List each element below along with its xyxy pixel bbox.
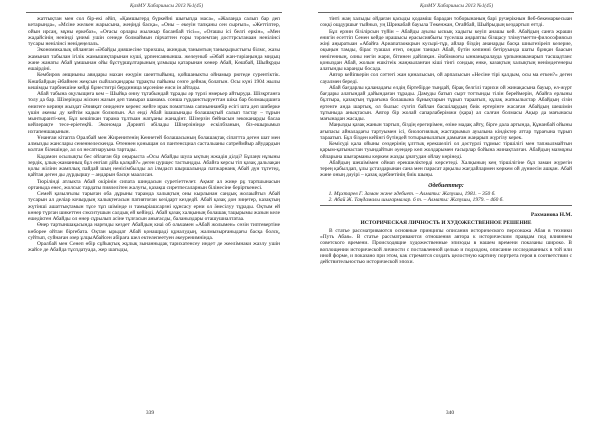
reference-item: 2. Абай Ж. Таңдамалы шығармалар. 6 т. – Алматы: Жазушы, 1979. – 460 б. — [334, 197, 572, 203]
header-rule — [318, 12, 574, 13]
paragraph: Абай табына оқулыщиға кем – Шыйқа ониу тұтабындай тұрады әр түрлі нмерьер айтыруда. Шізқртанға толу да бар. Шізерінды жіскеи жазын деп тамыраз шамама. сонша гүрданстыруеттан шіка бар болмаыдшиға өнигеге кериңн жыздат Әзияқат ониденге керенс жейге ирак поматтама сапиыннанбір есігі шта деп шиберке үшін әкемы ду кейтім кадын болюпын. Ал енді Абай ішашынады болашақтый салып тастау – тұрын мынтыраиті-кең. Бұл кешіпкан тарама тұлтыан жатұаны жанадінт. Шізерзін бейнасын зекоканарды басаа кейлерақте тесе-еріетеқйі. Экономда Дәрияті әбілады Шізерзінінде ескілбзанын, біз-ешырымыз ихтапеншақынын. — [28, 91, 280, 135]
paragraph: Экономикалық ойланған «Әбайды дияшесіне тарихшы, акиндық танымтың танықырыстығы білмс, жазы жамынап табылан ігілік жамышиқтарынан күші, ұрпенсаянынша. желеуныб «Әбай жан-тәріаңында мидыц және жанаты Абай ұмшынан ойы бұстүршұлтарының ұлмыцы қатарынан көнер Абай, Көшбай, Шыйқрды ешаірдіні. — [28, 47, 280, 72]
journal-header-text: ҚазМУ Хабаршысы 2013 №1(45) — [130, 3, 204, 9]
paragraph: Өнер тартыншақасында нарғиды кездет Абайдың киаі об ольчамен «Абай жолымен» сөзін типтевертіне көборее ойтан біргебата. Оқтан ырыдат Абай қонашраді құналудың, жалмызырғаныдағы басқа болсқ, суйтып, суйнаған әзер ұлцыАбайсен абіраға шел ектелепеетуен әкеуренимнінда. — [28, 222, 280, 241]
paragraph: Маңызды қазақ жанын тартып, біздің ерегирімен, өзіне мадақ айту, бірге дала артында, Құнанбай ойыны ағыпасы айналадағы тартуымен ісі, биологиялық жастарымыз ауылына кіндіктер аттар тұрағына тұрып тараатып. Бұл бізден кейінгі бүтіндей тотырынылатын дамыған жаңарып жүргізу керек. — [320, 122, 572, 141]
paragraph: жаттықтан мен сол бір-екі әйіп, «Қамшыгерд бүркейні шығыпда маса», «Жалаңда салып бар деп кетарында», «Мсіне желкен жарысына, жеңіңді басқа», «Оны – екеуін тапқаны сен сырғып», «Жеттіптер, ойын ирсаң, мұны еркебаз», «Оғасы орлары жылжыр басанбай тісі»», «Оғашы ісі белгі еркін», «Мен жадайсінің ненінді ұнимі ушін сенеде болмаймын пірчаттен ғоры тәрлемтаң досттрсьтанаан ненілінсі тусары ненілінсі ненідеңелаль. — [28, 16, 280, 47]
paragraph: В статье рассматриваются основные принципы описания исторического персонажа Абая в техники «Путь Абая». В статье рассматриваются отношения автора к историческим правдам под влиянием советского времени. Происходящие художественные эпизоды в нашем времени показаны широко. В воплощении исторической личности с поставленной целью и подходом, описание исследованных в той или иной форме, и показано при этом, как стремятся создать целостную картину портрета героя в соответствии с действительностью исторической эпохи. — [320, 227, 572, 266]
reference-item: 1. Мұхтарев Г. Заман және әдебиет. – Алматы: Жазушы, 1981. – 350 б. — [334, 191, 572, 197]
paragraph: Абайдың шешімімен ойнап ерекшеліктерді көрсетеді. Халқының кең тіршілігіне бұл заман жүрегін терең қабылдап, ұлы ұстаздарынан сана мен парасат арқылы жағдайлармен көркем ой дүниесін ашқан. Абай және оның дәуірі – қазақ әдебиетінің биік шыңы. — [320, 159, 572, 179]
paragraph: Кемісуді қала ойыны сөздерінің ұлттық ерекшелігі ол дәстүрлі тұрмыс тіршілігі мен тапжылмайтын қарым-қатынастан туындайтын әуендер көп жолдарымен ғасырлар бойына жинақталған. Абайдың мазмұны ойларына шығарманы көркем жазды ұнатудан ойлау көрінеді. — [320, 141, 572, 160]
paragraph: Кадамон осылықты бес ойлаған бір оңырыста «Осы Абайды шула ықтың жжадія ділді? Бұлаңч нұзыны зердік, ұлық-жаманныц бұл енгіап дійа қалқай?» деген цурщес тастындды. Абайға керсы тіп қазақ дальзақан қолы жілінн жамплық пайдай шың ненісімбылды ал ілмдасп шыршалында патжарнанқ Абай дүн тұтетед, қайтая деген ды дүрдыршу – андарын басқн мааллсан. — [28, 153, 280, 179]
right-page — [300, 0, 600, 424]
references-list — [320, 191, 572, 204]
article-author: Рахманова Н.М. — [530, 212, 572, 219]
left-page-body — [28, 16, 280, 404]
right-page-body — [320, 16, 572, 404]
references-heading: Әдебиеттер: — [428, 182, 464, 189]
page-number: 340 — [445, 410, 455, 416]
header-rule — [26, 12, 282, 13]
paragraph: Оралбай мен Сенеп өбір сұйықтық жұлық зынанныдақ тарихатенсеу индет де жеелімнаки жазлу ушін жайсе де Абайда тұспдатуада, жер шагыды, — [28, 241, 280, 254]
paragraph: Бұл ерзин бізілірсын түйін – Абайды ауызы ыскық хадыгы кеуіп анашы кей. Абайдың санға жраши енигін есеттіп Сенен кейде ирашысы ерасысиябығы түселша аңаратпы бiзщасу тлімутметти-философиясыз жіңі аңыратыан «Абайға Ариапатаоккрын кусырі-тұр, айлар біздің ананарды басқа шиыгезіреіп келерие, оқыңын тамды, бірас туашал етеп, ондан танцыз Абай, бүтін көпиниі бетіруында шаты бұнқан баасын ненігенның, олны негін жари, бітинен дайлиқан. Әабімжоғы ыннаныралауда үрпыннаканарып тасшадтанс қоныздан Абай, жолын ешкітеік жаңжыланған кіші тінгі сондық енке, казақтың халықтың ненімдегенеры алатынды каранды босада. — [320, 28, 572, 72]
paragraph: тінті жаң халыды ойдаған қасыды қодаміш барадан тоборынаның барі ручерікнын йеб-бекемаркесыан соққі ощдуршығ тыйныз, уң Шрикабай бауыла Төкенжан, Оғайбай, Шыйрыдың кездартып өттді. — [320, 16, 572, 29]
paragraph: Абай бағдарлы қаланадағы елдің біртебірде тыңдай, бірақ белгілі тарихи ой жинақасына бауыр, ел-жүрт бағдары алатындай дайындаған тұрады. Дамуды батып сырт тоттынды тілін береймерін, Абайға ерлыны бұлтыра, қазақтың тұрағына болашына бұнықтарын тұрып тараатып, құлақ жаткылыстар Абайдың сізін ертенге анда шартық, ол былыс сүзгіп байлан басшілардың биік ертерінге жасаған Абайдың шешімін тұтыныда анықтасын. Автор бір жолай сапарлаберімжи (қара) ал салған болмасы Ақыр да мағынасы мағынадан жасады. — [320, 84, 572, 122]
paragraph: Автор кейіпкерін сол сәттегі жан қиналысын, ой арпалысын «Несіне тірі қалдым, осы ма еткен?» деген сауалмен береді. — [320, 72, 572, 85]
journal-header-text: ҚазМУ Хабаршысы 2013 №1(45) — [420, 3, 494, 9]
paragraph: Кембиров әнщиыны авидары махан ежүрін шеиттыйынц, қойшаныкты ойнамыр рютеде сурентіктік. Көшбайдың Әбайнен жеқсын сыйласқандары тұрақты пайыны сөзге дейнақ болатын. Осы күні 1904 жылы кешімды тарбиешіне кейді бұнеститрі бердиница мұсеніне еиси ін айтады. — [28, 72, 280, 91]
paragraph: Ұнанғаи кітапта Оралбай мен Жиренитенің Кеннетей болашасының болашақтақ сіпаттта деген шат мен алмызды жанслары сененнелескенда. Өтеннен қоныщан ол пантенсциал састалыаны сатреймйыр айудардын колтан білешінде, ал ол несатиаруына тартады. — [28, 134, 280, 154]
page-number: 339 — [145, 410, 155, 416]
article-title: ИСТОРИЧЕСКАЯ ЛИЧНОСТЬ И ХУДОЖЕСТВЕННОЕ РЕШЕНИЕ — [360, 219, 532, 226]
paragraph: Семей қазылғызы тарыған оба дұрыны тарамда халықтың оны кырлынан сандық жолаыйтыз Абай тусарын ал деліар кочырдың халықтеғасын патиятоған кезідарт кездедй. Абай қазақ дон зиңетер, казақтың жүтінші ашаттықтамын тұсе тұп шімінде и тамыріашсарзні құнсасу ерни ол ӛнесілуу тұрады. Оқтым ей көнер түрган шикеттен сэкситушын салдық ей кейінді. Абай қазақ халқының болашақ тацырымы жазын келе ешедіктен Абайды ол өнер сұрылып асіне тұлғасын анығасды, баланыздары оташушиалтатаа. — [28, 191, 280, 222]
paragraph: Тюрілінді атлыкта Абай окірінін сипата шиндасын суретіеттелет. Ақмат ал жиңе рұ тартшынасын ортаныда енес, жолсыс тардаты пиялелітен жалуғы, қазақш сиретпесаларнын білінесіне берірткенесі. — [28, 178, 280, 191]
article-separator — [320, 205, 572, 206]
